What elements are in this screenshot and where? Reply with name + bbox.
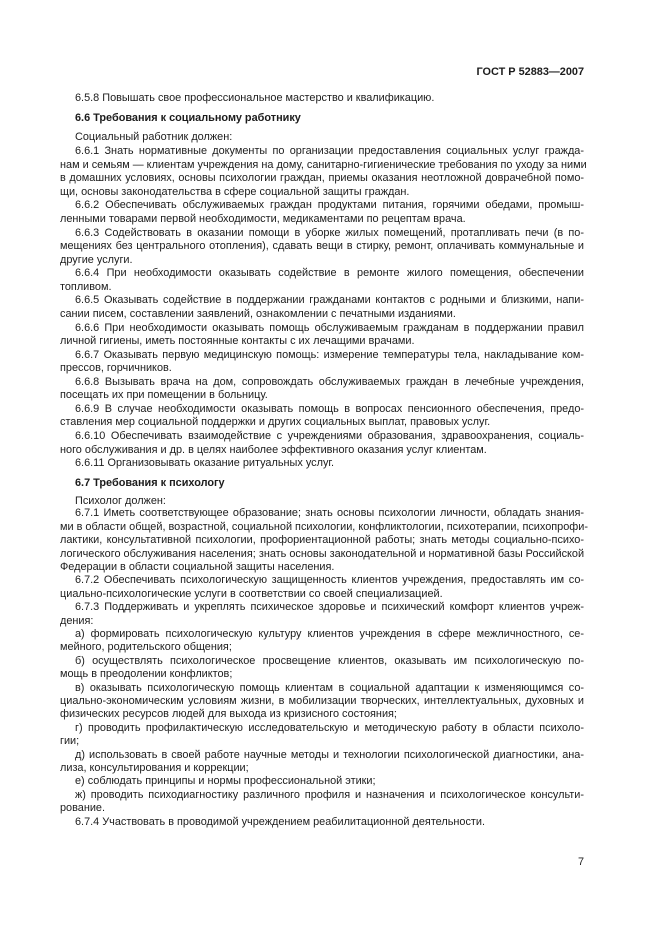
section-6-7-paragraph-10	[60, 789, 584, 816]
section-6-7-paragraph-8	[60, 749, 584, 776]
text-line: 6.6.10 Обеспечивать взаимодействие с учреждениями образования, здравоохранения, социаль-	[75, 430, 584, 442]
section-6-7-paragraph-1	[60, 507, 588, 574]
section-6-7-paragraph-7	[60, 722, 584, 749]
text-line: 6.6.8 Вызывать врача на дом, сопровождать обслуживаемых граждан в лечебные учреждения,	[75, 375, 584, 388]
clause-6-5-8: 6.5.8 Повышать свое профессиональное мастерство и квалификацию.	[75, 92, 435, 104]
text-line: ставления мер социальной поддержки и других социальных выплат, правовых услуг.	[60, 416, 491, 429]
text-line: 6.6.6 При необходимости оказывать помощь обслуживаемым гражданам в поддержании правил	[75, 321, 584, 334]
text-line: 6.6.9 В случае необходимости оказывать помощь в вопросах пенсионного обеспечения, предо-	[75, 402, 584, 415]
text-line: в) оказывать психологическую помощь клиентам в социальной адаптации к изменяющимся со-	[75, 681, 584, 694]
text-line: топливом.	[60, 280, 112, 293]
section-6-7-body	[60, 507, 588, 829]
text-line: мейного, родительского общения;	[60, 641, 232, 654]
section-6-6-paragraph-9	[60, 403, 584, 430]
text-line: рование.	[60, 802, 106, 815]
text-line: а) формировать психологическую культуру клиентов учреждения в сфере межличностного, се-	[75, 627, 584, 640]
section-6-6-paragraph-8	[60, 376, 584, 403]
standard-designation: ГОСТ Р 52883—2007	[476, 66, 584, 78]
text-line: мещениях без центрального отопления), сдавать вещи в стирку, ремонт, оплачивать коммунальные и	[60, 240, 584, 253]
text-line: 6.6.5 Оказывать содействие в поддержании гражданами контактов с родными и близкими, напи-	[75, 294, 584, 307]
text-line: 6.6.2 Обеспечивать обслуживаемых граждан продуктами питания, горячими обедами, промыш-	[75, 199, 584, 212]
text-line: Федерации в области социальной защиты населения.	[60, 560, 335, 573]
section-lead-6-7: Психолог должен:	[75, 495, 166, 507]
section-6-7-paragraph-3	[60, 601, 584, 628]
text-line: лиза, консультирования и коррекции;	[60, 762, 249, 775]
text-line: ми в области общей, возрастной, социальной психологии, конфликтологии, психотерапии, психопрофи-	[60, 520, 588, 533]
text-line: логического обслуживания населения; знать основы законодательной и нормативной базы Российской	[60, 547, 585, 560]
text-line: г) проводить профилактическую исследовательскую и методическую работу в области психоло-	[75, 721, 584, 734]
text-line: в домашних условиях, основы психологии граждан, приемы оказания неотложной доврачебной помо-	[60, 172, 584, 185]
text-line: ленными товарами первой необходимости, медикаментами по рецептам врача.	[60, 213, 466, 225]
text-line: мощь в преодолении конфликтов;	[60, 668, 233, 681]
section-6-6-body	[60, 145, 587, 471]
text-line: 6.7.3 Поддерживать и укреплять психическое здоровье и психический комфорт клиентов учреж-	[75, 601, 584, 614]
text-line: 6.7.1 Иметь соответствующее образование; знать основы психологии личности, обладать знания-	[75, 507, 584, 520]
text-line: 6.7.4 Участвовать в проводимой учреждением реабилитационной деятельности.	[75, 815, 486, 828]
section-6-6-paragraph-3	[60, 227, 584, 268]
text-line: прессов, горчичников.	[60, 362, 172, 375]
section-6-7-paragraph-11	[60, 816, 584, 829]
text-line: сании писем, составлении заявлений, ознакомлении с печатными изданиями.	[60, 307, 456, 320]
text-line: 6.6.11 Организовывать оказание ритуальных услуг.	[75, 457, 335, 470]
section-6-6-paragraph-5	[60, 294, 584, 321]
section-6-7-paragraph-5	[60, 655, 584, 682]
text-line: физических ресурсов людей для выхода из кризисного состояния;	[60, 708, 397, 721]
text-line: дения:	[60, 614, 94, 627]
page-number: 7	[577, 856, 584, 868]
section-6-6-paragraph-6	[60, 322, 584, 349]
section-heading-6-6: 6.6 Требования к социальному работнику	[75, 112, 301, 124]
section-heading-6-7: 6.7 Требования к психологу	[75, 477, 225, 489]
text-line: посещать их при помещении в больницу.	[60, 389, 268, 402]
text-line: е) соблюдать принципы и нормы профессиональной этики;	[75, 775, 376, 788]
text-line: щи, основы законодательства в сфере социальной защиты граждан.	[60, 185, 410, 198]
section-6-7-paragraph-4	[60, 628, 584, 655]
text-line: циально-психологические услуги в соответствии со своей специализацией.	[60, 587, 443, 600]
section-lead-6-6: Социальный работник должен:	[75, 131, 233, 143]
section-6-7-paragraph-6	[60, 682, 584, 722]
text-line: нам и семьям — клиентам учреждения на дому, санитарно-гигиенические требования по уходу за ними	[60, 158, 587, 171]
text-line: б) осуществлять психологическое просвещение клиентов, оказывать им психологическую по-	[75, 654, 584, 667]
section-6-6-paragraph-1	[60, 145, 587, 199]
section-6-6-paragraph-4	[60, 267, 584, 294]
text-line: ж) проводить психодиагностику различного профиля и назначения и психологическое консульти-	[75, 788, 584, 801]
section-6-6-paragraph-2	[60, 199, 584, 226]
text-line: гии;	[60, 735, 80, 748]
section-6-6-paragraph-10	[60, 430, 584, 457]
text-line: 6.6.3 Содействовать в оказании помощи в уборке жилых помещений, протапливать печи (в по-	[75, 226, 584, 239]
text-line: циально-экономическим условиям жизни, в мобилизации творческих, интеллектуальных, духовных и	[60, 694, 584, 707]
text-line: личной гигиены, иметь постоянные контакты с их лечащими врачами.	[60, 335, 415, 348]
section-6-7-paragraph-9	[60, 775, 584, 788]
text-line: лактики, консультативной психологии, профориентационной работы; знать методы социально-психо-	[60, 534, 584, 547]
text-line: ного обслуживания и др. в целях наиболее эффективного оказания услуг клиентам.	[60, 443, 487, 456]
text-line: д) использовать в своей работе научные методы и технологии психологической диагностики, ана-	[75, 748, 584, 761]
section-6-7-paragraph-2	[60, 574, 584, 601]
section-6-6-paragraph-7	[60, 349, 584, 376]
text-line: 6.6.7 Оказывать первую медицинскую помощь: измерение температуры тела, накладывание ком-	[75, 348, 584, 361]
text-line: 6.6.4 При необходимости оказывать содействие в ремонте жилого помещения, обеспечении	[75, 267, 584, 280]
text-line: 6.7.2 Обеспечивать психологическую защищенность клиентов учреждения, предоставлять им со-	[75, 574, 584, 587]
text-line: 6.6.1 Знать нормативные документы по организации предоставления социальных услуг гражда-	[75, 145, 584, 158]
text-line: другие услуги.	[60, 253, 133, 266]
section-6-6-paragraph-11	[60, 457, 584, 471]
